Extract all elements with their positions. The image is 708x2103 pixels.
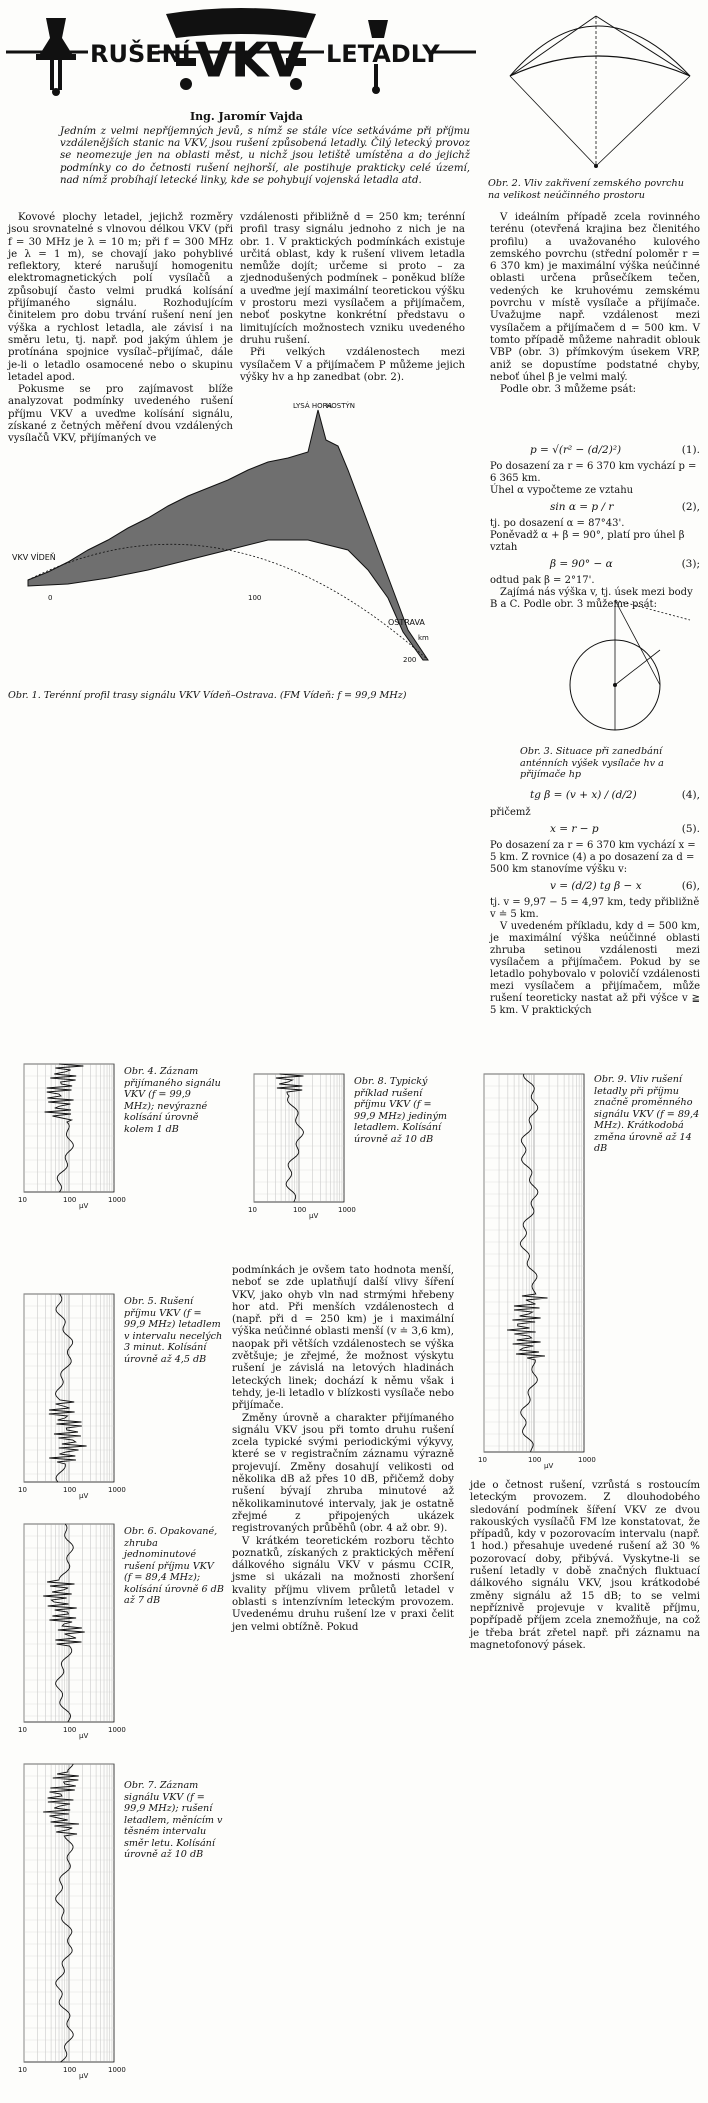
eq-text-4: Poněvadž α + β = 90°, platí pro úhel β vztah bbox=[490, 530, 685, 553]
mid-p2: Změny úrovně a charakter přijímaného signálu VKV jsou při tomto druhu rušení zcela typické svými periodickými výkyvy, které se v registračním záznamu výrazně projevují. Změny dosahují velikosti od několika dB až přes 10 dB, přičemž doby rušení bývají zhruba minutové až několikaminutové intervaly, jak je ostatně zřejmé z připojených ukázek registrovaných průběhů (obr. 4 až obr. 9). bbox=[232, 1412, 454, 1535]
equation-3: β = 90° − α bbox=[550, 558, 613, 570]
antenna-situation-diagram bbox=[530, 590, 700, 740]
axis-unit-label: μV bbox=[79, 1202, 89, 1210]
equation-2-number: (2), bbox=[681, 501, 700, 513]
figure-2-caption: Obr. 2. Vliv zakřivení zemského povrchu na velikost neúčinného prostoru bbox=[488, 178, 684, 201]
figure-5-caption: Obr. 5. Rušení příjmu VKV (f = 99,9 MHz) letadlem v intervalu necelých 3 minut. Kolísání úrovně až 4,5 dB bbox=[124, 1296, 223, 1365]
figure-4-chart bbox=[10, 1060, 126, 1210]
figure-6-chart bbox=[10, 1520, 126, 1740]
axis-tick-label: 10 bbox=[478, 1456, 487, 1464]
axis-unit-label: μV bbox=[544, 1462, 554, 1470]
figure-3 bbox=[530, 590, 700, 740]
profile-axis-100: 100 bbox=[248, 594, 262, 602]
axis-tick-label: 100 bbox=[293, 1206, 307, 1214]
eq-text-9: tj. v = 9,97 − 5 = 4,97 km, tedy přibližně v ≐ 5 km. bbox=[490, 897, 700, 920]
right-p1: jde o četnost rušení, vzrůstá s rostoucím leteckým provozem. Z dlouhodobého sledování podmínek šíření VKV ze dvou rakouských vysílačů FM lze konstatovat, že případů, kdy v pozorovacím intervalu (např. 1 hod.) přesahuje uvedené rušení až 30 % pozorovací doby, přibývá. Vyskytne-li se rušení letadly v době značných fluktuací dálkového signálu VKV, jsou krátkodobé změny signálu až 15 dB; to se velmi nepříznivě projevuje v kvalitě příjmu, popřípadě příjem zcela znemožňuje, na což je třeba brát zřetel např. při záznamu na magnetofonový pásek. bbox=[470, 1480, 700, 1651]
strip-chart-9 bbox=[470, 1070, 596, 1470]
right-column bbox=[470, 1480, 700, 1652]
col3-p2: Podle obr. 3 můžeme psát: bbox=[500, 384, 637, 396]
eq-text-5: odtud pak β = 2°17'. bbox=[490, 575, 595, 586]
axis-tick-label: 10 bbox=[248, 1206, 257, 1214]
title-left: RUŠENÍ bbox=[90, 40, 191, 68]
eq-text-8: Po dosazení za r = 6 370 km vychází x = 5 km. Z rovnice (4) a po dosazení za d = 500 km stanovíme výšku v: bbox=[490, 840, 696, 875]
equation-5: x = r − p bbox=[550, 823, 599, 835]
signal-trace bbox=[43, 1524, 84, 1722]
profile-start-label: VKV VÍDEŇ bbox=[12, 553, 56, 562]
equation-6: v = (d/2) tg β − x bbox=[550, 880, 642, 892]
profile-km-label: km bbox=[418, 634, 429, 642]
axis-tick-label: 10 bbox=[18, 1196, 27, 1204]
equations-2 bbox=[490, 785, 700, 1017]
eq-text-1: Po dosazení za r = 6 370 km vychází p = 6 365 km. bbox=[490, 461, 697, 484]
axis-unit-label: μV bbox=[309, 1212, 319, 1220]
axis-tick-label: 100 bbox=[528, 1456, 542, 1464]
column-3 bbox=[490, 212, 700, 396]
figure-7-caption: Obr. 7. Záznam signálu VKV (f = 99,9 MHz); rušení letadlem, měnícím v těsném intervalu směr letu. Kolísání úrovně až 10 dB bbox=[124, 1780, 223, 1860]
figure-9-caption: Obr. 9. Vliv rušení letadly při příjmu značně proměnného signálu VKV (f = 89,4 MHz). Krátkodobá změna úrovně až 14 dB bbox=[594, 1074, 700, 1154]
aircraft-illustration bbox=[6, 8, 476, 96]
figure-7-chart bbox=[10, 1760, 126, 2080]
profile-axis-200: 200 bbox=[403, 656, 417, 664]
column-2 bbox=[240, 212, 465, 384]
figure-2 bbox=[490, 6, 702, 176]
axis-tick-label: 1000 bbox=[108, 1486, 126, 1494]
signal-trace bbox=[49, 1294, 87, 1482]
signal-trace bbox=[45, 1064, 84, 1192]
equations-1 bbox=[490, 440, 700, 611]
axis-tick-label: 1000 bbox=[108, 1196, 126, 1204]
profile-peak-2: HOSTÝN bbox=[326, 402, 356, 410]
axis-tick-label: 1000 bbox=[108, 1726, 126, 1734]
strip-chart-7 bbox=[10, 1760, 126, 2080]
mid-p1: podmínkách je ovšem tato hodnota menší, neboť se zde uplatňují další vlivy šíření VKV, jako ohyb vln nad strmými hřebeny hor atd. Při menších vzdálenostech d (např. při d = 250 km) je i maximální výška neúčinné oblasti menší (v ≐ 3,6 km), naopak při větších vzdálenostech se výška zvětšuje; je zřejmé, že možnost výskytu rušení je závislá na letových hladinách leteckých linek; dochází k němu však i tehdy, je-li letadlo v blízkosti vysílače nebo přijímače. bbox=[232, 1265, 454, 1412]
axis-tick-label: 100 bbox=[63, 2066, 77, 2074]
author: Ing. Jaromír Vajda bbox=[190, 110, 303, 123]
signal-trace bbox=[43, 1764, 79, 2062]
equation-3-number: (3); bbox=[681, 558, 700, 570]
figure-8-chart bbox=[240, 1070, 356, 1220]
equation-2: sin α = p / r bbox=[550, 501, 614, 513]
figure-1 bbox=[8, 400, 438, 670]
lead-paragraph: Jedním z velmi nepříjemných jevů, s nímž se stále více setkáváme při příjmu vzdálenějších stanic na VKV, jsou rušení způsobená letadly. Čilý letecký provoz se neomezuje jen na oblasti měst, u nichž jsou letiště umístěna a do jejichž podmínky co do četnosti rušení nejhorší, ale postihuje prakticky celé území, nad nímž probíhají letecké linky, kde se pohybují vojenská letadla atd. bbox=[60, 126, 470, 186]
figure-5-chart bbox=[10, 1290, 126, 1500]
figure-4-caption: Obr. 4. Záznam přijímaného signálu VKV (f = 99,9 MHz); nevýrazné kolísání úrovně kolem 1 dB bbox=[124, 1066, 221, 1135]
strip-chart-5 bbox=[10, 1290, 126, 1500]
figure-1-caption: Obr. 1. Terénní profil trasy signálu VKV Vídeň–Ostrava. (FM Vídeň: f = 99,9 MHz) bbox=[8, 690, 407, 701]
eq-text-3: tj. po dosazení α = 87°43'. bbox=[490, 518, 625, 529]
middle-column bbox=[232, 1265, 454, 1634]
equation-1-number: (1). bbox=[681, 444, 700, 456]
title-right: LETADLY bbox=[326, 40, 440, 68]
col1-p1: Kovové plochy letadel, jejichž rozměry jsou srovnatelné s vlnovou délkou VKV (při f = 30 MHz je λ = 10 m; při f = 300 MHz je λ = 1 m), se chovají jako pohyblivé reflektory, které narušují homogenitu elektromagnetických polí vysílačů a způsobují často velmi prudká kolísání přijímaného signálu. Rozhodujícím činitelem pro dobu trvání rušení není jen výška a rychlost letadla, ale závisí i na směru letu, tj. např. pod jakým úhlem je protínána spojnice vysílač–přijímač, dále je-li o letadlo osamocené nebo o skupinu letadel apod. bbox=[8, 212, 233, 383]
axis-tick-label: 10 bbox=[18, 2066, 27, 2074]
figure-8-caption: Obr. 8. Typický příklad rušení příjmu VKV (f = 99,9 MHz) jediným letadlem. Kolísání úrovně až 10 dB bbox=[354, 1076, 448, 1145]
terrain-profile-chart bbox=[8, 400, 438, 670]
equation-4-number: (4), bbox=[681, 789, 700, 801]
axis-tick-label: 1000 bbox=[108, 2066, 126, 2074]
figure-3-caption: Obr. 3. Situace při zanedbání anténních výšek vysílače hv a přijímače hp bbox=[520, 746, 664, 780]
axis-tick-label: 1000 bbox=[578, 1456, 596, 1464]
header-banner bbox=[6, 8, 476, 96]
title-mid: VKV bbox=[196, 33, 303, 87]
profile-end-label: OSTRAVA bbox=[388, 618, 425, 627]
figure-6-caption: Obr. 6. Opakované, zhruba jednominutové rušení příjmu VKV (f = 89,4 MHz); kolísání úrovně 6 dB až 7 dB bbox=[124, 1526, 224, 1606]
eq-text-2: Úhel α vypočteme ze vztahu bbox=[490, 485, 634, 496]
col2-p1: vzdálenosti přibližně d = 250 km; terénní profil trasy signálu jednoho z nich je na obr. 1. V praktických podmínkách existuje určitá oblast, kdy k rušení vlivem letadla nemůže dojít; určeme si proto – za zjednodušených podmínek – poněkud blíže a uveďme její maximální teoretickou výšku v prostoru mezi vysílačem a přijímačem, neboť poskytne konkrétní představu o limitujících možnostech vzniku uvedeného druhu rušení. bbox=[240, 212, 465, 346]
profile-axis-0: 0 bbox=[48, 594, 53, 602]
earth-curvature-diagram bbox=[490, 6, 702, 176]
eq-text-10: V uvedeném příkladu, kdy d = 500 km, je maximální výška neúčinné oblasti zhruba setinou vzdálenosti mezi vysílačem a přijímačem. Pokud by se letadlo pohybovalo v polovičí vzdálenosti mezi vysílačem a přijímačem, může rušení teoreticky nastat až při výšce v ≧ 5 km. V praktických bbox=[490, 921, 700, 1016]
equation-1: p = √(r² − (d/2)²) bbox=[530, 444, 622, 456]
signal-trace bbox=[507, 1074, 547, 1452]
strip-chart-8 bbox=[240, 1070, 356, 1220]
axis-tick-label: 100 bbox=[63, 1196, 77, 1204]
mid-p3: V krátkém teoretickém rozboru těchto poznatků, získaných z praktických měření dálkového signálu VKV v pásmu CCIR, jsme si ukázali na možnosti zhoršení kvality příjmu vlivem průletů letadel v oblasti s intenzívním leteckým provozem. Uvedenému druhu rušení lze v praxi čelit jen velmi obtížně. Pokud bbox=[232, 1535, 454, 1633]
axis-unit-label: μV bbox=[79, 1732, 89, 1740]
axis-unit-label: μV bbox=[79, 1492, 89, 1500]
axis-tick-label: 100 bbox=[63, 1486, 77, 1494]
axis-tick-label: 10 bbox=[18, 1726, 27, 1734]
equation-5-number: (5). bbox=[681, 823, 700, 835]
eq-text-7: přičemž bbox=[490, 807, 531, 818]
axis-tick-label: 10 bbox=[18, 1486, 27, 1494]
profile-peak-1: LYSÁ HORA bbox=[293, 402, 332, 410]
figure-9-chart bbox=[470, 1070, 596, 1470]
equation-4: tg β = (v + x) / (d/2) bbox=[530, 789, 637, 801]
axis-tick-label: 1000 bbox=[338, 1206, 356, 1214]
strip-chart-4 bbox=[10, 1060, 126, 1210]
col1-p2: Pokusme se pro zajímavost blíže analyzovat podmínky uvedeného rušení příjmu VKV a uveďme kolísání signálu, získané z četných měření dvou vzdálených vysílačů VKV, přijímaných ve bbox=[8, 384, 233, 445]
axis-unit-label: μV bbox=[79, 2072, 89, 2080]
axis-tick-label: 100 bbox=[63, 1726, 77, 1734]
strip-chart-6 bbox=[10, 1520, 126, 1740]
eq-text-6: Zajímá nás výška v, tj. úsek mezi body B a C. Podle obr. 3 můžeme psát: bbox=[490, 587, 693, 610]
col2-p2: Při velkých vzdálenostech mezi vysílačem V a přijímačem P můžeme jejich výšky hv a hp zanedbat (obr. 2). bbox=[240, 347, 465, 383]
col3-p1: V ideálním případě zcela rovinného terénu (otevřená krajina bez členitého profilu) a uvažovaného kulového zemského povrchu (střední poloměr r = 6 370 km) je maximální výška neúčinné oblasti určena průsečíkem tečen, vedených ke kruhovému zemskému povrchu v místě vysílače a přijímače. Uvažujme např. vzdálenost mezi vysílačem a přijímačem d = 500 km. V tomto případě můžeme nahradit oblouk VBP (obr. 3) přímkovým úsekem VRP, aniž se dopustíme podstatné chyby, neboť úhel β je velmi malý. bbox=[490, 212, 700, 383]
equation-6-number: (6), bbox=[681, 880, 700, 892]
